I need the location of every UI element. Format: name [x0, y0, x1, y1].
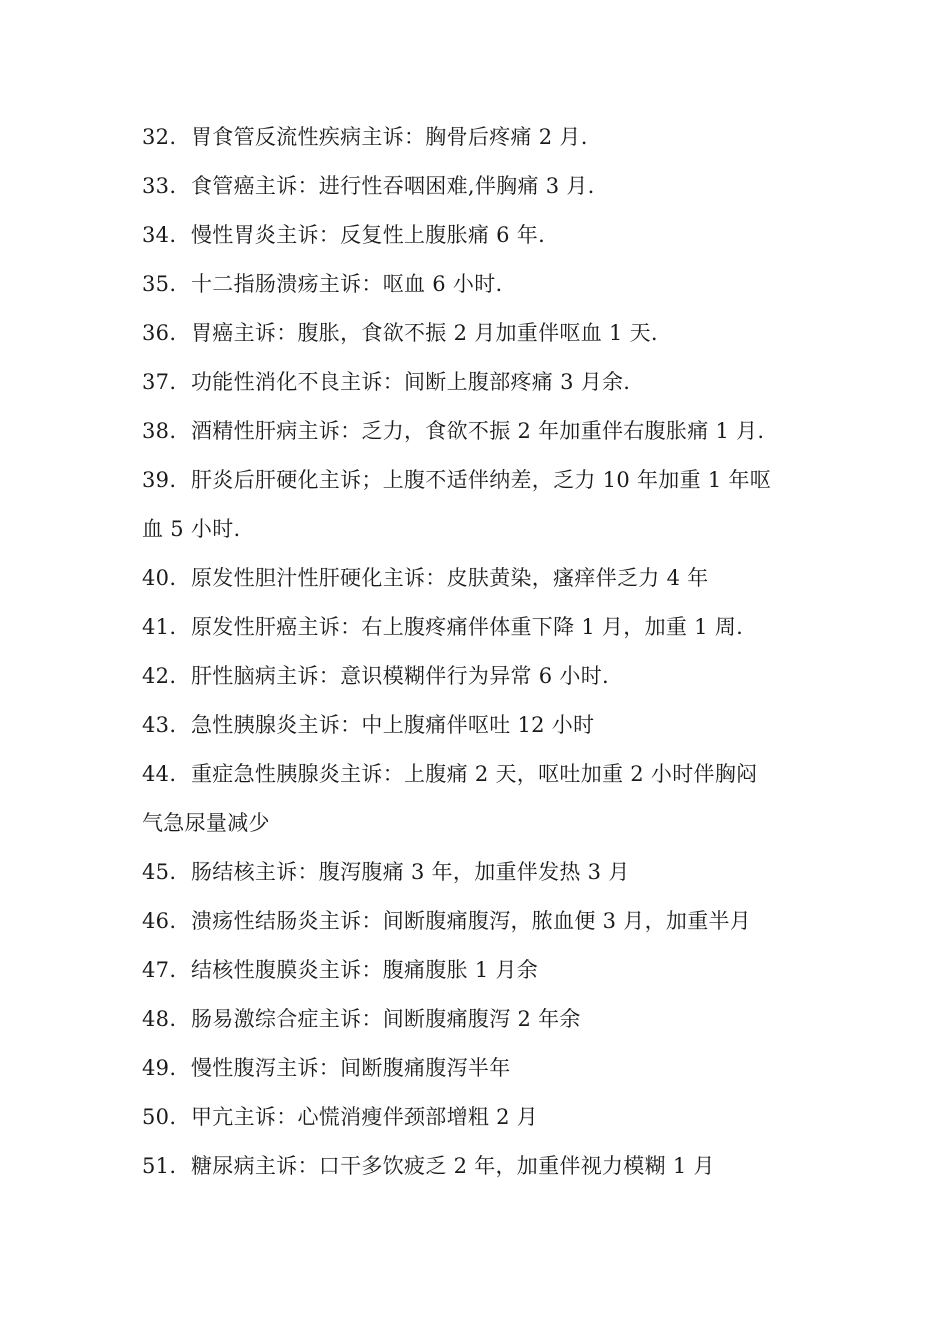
item-number: 45.: [142, 860, 177, 884]
list-item: [142, 897, 832, 946]
list-item: [142, 1142, 832, 1191]
list-item: [142, 211, 832, 260]
item-number: 36.: [142, 321, 177, 345]
list-item: [142, 1093, 832, 1142]
list-item: [142, 407, 832, 456]
item-text: 慢性胃炎主诉：反复性上腹胀痛 6 年.: [191, 223, 546, 247]
list-item: [142, 848, 832, 897]
list-item: [142, 995, 832, 1044]
item-text: 肝性脑病主诉：意识模糊伴行为异常 6 小时.: [191, 664, 609, 688]
item-number: 44.: [142, 762, 177, 786]
list-item: [142, 750, 832, 799]
list-item: [142, 113, 832, 162]
item-number: 35.: [142, 272, 177, 296]
list-item: [142, 603, 832, 652]
item-text: 功能性消化不良主诉：间断上腹部疼痛 3 月余.: [191, 370, 631, 394]
item-number: 46.: [142, 909, 177, 933]
list-item: [142, 1044, 832, 1093]
item-text: 重症急性胰腺炎主诉：上腹痛 2 天，呕吐加重 2 小时伴胸闷: [191, 762, 758, 786]
list-item: [142, 554, 832, 603]
item-text: 胃癌主诉：腹胀，食欲不振 2 月加重伴呕血 1 天.: [191, 321, 658, 345]
item-text: 溃疡性结肠炎主诉：间断腹痛腹泻，脓血便 3 月，加重半月: [191, 909, 752, 933]
item-text: 急性胰腺炎主诉：中上腹痛伴呕吐 12 小时: [191, 713, 595, 737]
item-text: 酒精性肝病主诉：乏力，食欲不振 2 年加重伴右腹胀痛 1 月.: [191, 419, 765, 443]
item-number: 50.: [142, 1105, 177, 1129]
item-number: 39.: [142, 468, 177, 492]
list-item-continuation: [142, 505, 832, 554]
list-item: [142, 260, 832, 309]
item-text: 气急尿量减少: [142, 811, 270, 835]
item-number: 40.: [142, 566, 177, 590]
item-number: 43.: [142, 713, 177, 737]
list-item: [142, 358, 832, 407]
item-number: 51.: [142, 1154, 177, 1178]
item-text: 结核性腹膜炎主诉：腹痛腹胀 1 月余: [191, 958, 539, 982]
item-text: 十二指肠溃疡主诉：呕血 6 小时.: [191, 272, 503, 296]
item-number: 41.: [142, 615, 177, 639]
item-number: 47.: [142, 958, 177, 982]
item-text: 血 5 小时.: [142, 517, 241, 541]
item-number: 37.: [142, 370, 177, 394]
item-text: 糖尿病主诉：口干多饮疲乏 2 年，加重伴视力模糊 1 月: [191, 1154, 715, 1178]
item-text: 甲亢主诉：心慌消瘦伴颈部增粗 2 月: [191, 1105, 539, 1129]
chief-complaint-list: [142, 113, 832, 1191]
item-number: 42.: [142, 664, 177, 688]
list-item: [142, 162, 832, 211]
item-text: 食管癌主诉：进行性吞咽困难,伴胸痛 3 月.: [191, 174, 595, 198]
list-item: [142, 456, 832, 505]
item-text: 肠易激综合症主诉：间断腹痛腹泻 2 年余: [191, 1007, 581, 1031]
item-number: 33.: [142, 174, 177, 198]
item-number: 34.: [142, 223, 177, 247]
item-number: 48.: [142, 1007, 177, 1031]
list-item: [142, 652, 832, 701]
item-text: 肝炎后肝硬化主诉；上腹不适伴纳差，乏力 10 年加重 1 年呕: [191, 468, 772, 492]
list-item: [142, 946, 832, 995]
item-text: 原发性肝癌主诉：右上腹疼痛伴体重下降 1 月，加重 1 周.: [191, 615, 744, 639]
item-number: 38.: [142, 419, 177, 443]
item-text: 慢性腹泻主诉：间断腹痛腹泻半年: [191, 1056, 511, 1080]
list-item: [142, 701, 832, 750]
item-number: 49.: [142, 1056, 177, 1080]
item-text: 肠结核主诉：腹泻腹痛 3 年，加重伴发热 3 月: [191, 860, 630, 884]
item-text: 胃食管反流性疾病主诉：胸骨后疼痛 2 月.: [191, 125, 588, 149]
item-text: 原发性胆汁性肝硬化主诉：皮肤黄染，瘙痒伴乏力 4 年: [191, 566, 709, 590]
list-item-continuation: [142, 799, 832, 848]
list-item: [142, 309, 832, 358]
item-number: 32.: [142, 125, 177, 149]
